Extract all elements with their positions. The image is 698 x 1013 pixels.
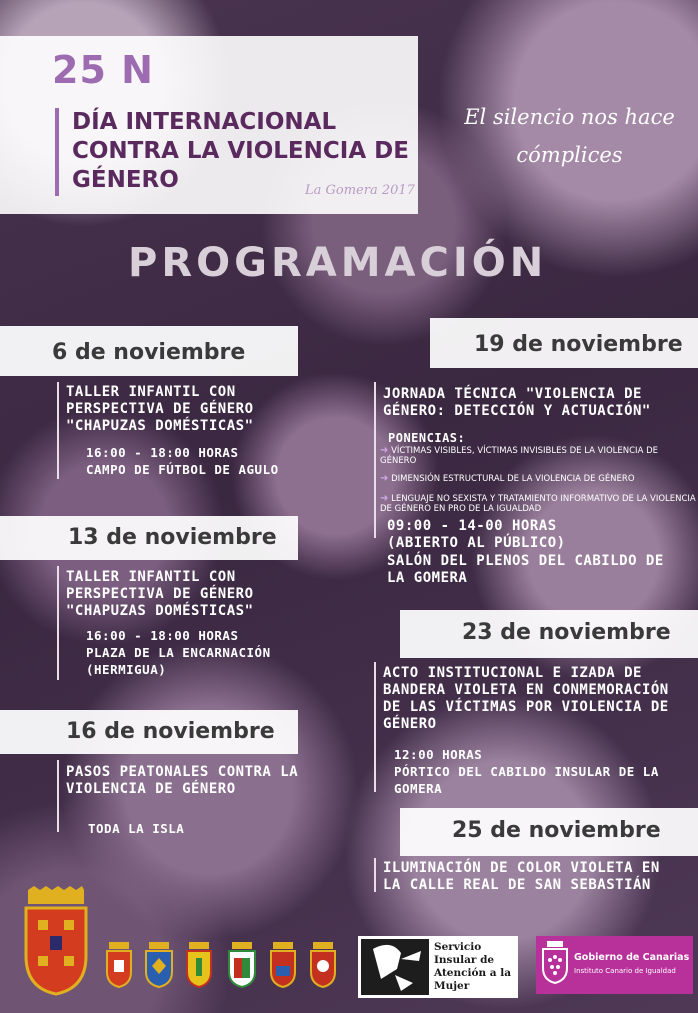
event-place: CAMPO DE FÚTBOL DE AGULO [86,462,279,477]
programacion-heading: PROGRAMACIÓN [128,240,548,286]
municipality-shield-icon [226,940,258,988]
event-time: 12:00 HORAS [394,747,483,762]
ponencia-item [380,446,696,466]
sia-text: Servicio Insular de Atención a la Mujer [434,941,512,992]
event-line [57,382,59,479]
event-date: 23 de noviembre [462,620,671,645]
ponencia-item [380,494,696,514]
canarias-shield-icon [540,940,570,984]
event-line [374,858,376,892]
event-title: PASOS PEATONALES CONTRA LA VIOLENCIA DE GÉNERO [66,764,299,797]
ponencia-text: LENGUAJE NO SEXISTA Y TRATAMIENTO INFORMATIVO DE LA VIOLENCIA DE GÉNERO EN PRO DE LA IGUALDAD [380,494,696,514]
event-line [57,760,59,832]
gobierno-canarias-logo [536,936,693,994]
event-date: 13 de noviembre [68,525,277,550]
municipality-shield-icon [143,940,175,988]
event-date: 25 de noviembre [452,818,661,843]
slogan: El silencio nos hace cómplices [464,105,675,167]
date-big: 25 N [52,48,154,92]
event-line [57,566,59,680]
arrow-icon: ➜ [380,473,389,484]
municipality-shield-icon [308,940,338,988]
event-line [374,662,376,792]
event-time: 09:00 - 14-00 HORAS (ABIERTO AL PÚBLICO) [387,518,566,551]
ponencia-item [380,474,696,484]
event-title: TALLER INFANTIL CON PERSPECTIVA DE GÉNERO "CHAPUZAS DOMÉSTICAS" [66,384,254,434]
event-date: 16 de noviembre [66,719,275,744]
signature: La Gomera 2017 [305,183,415,198]
ponencia-text: DIMENSIÓN ESTRUCTURAL DE LA VIOLENCIA DE GÉNERO [391,474,635,484]
gobierno-name: Gobierno de Canarias [574,952,690,963]
municipality-shield-icon [268,940,298,988]
event-title: ILUMINACIÓN DE COLOR VIOLETA EN LA CALLE REAL DE SAN SEBASTIÁN [383,860,660,893]
event-place: TODA LA ISLA [88,821,185,836]
ponencia-text: VÍCTIMAS VISIBLES, VÍCTIMAS INVISIBLES DE LA VIOLENCIA DE GÉNERO [380,446,658,466]
woman-silhouette-icon [361,939,429,995]
event-place: PÓRTICO DEL CABILDO INSULAR DE LA GOMERA [394,764,659,796]
cabildo-crest-icon [20,886,92,996]
event-place: SALÓN DEL PLENOS DEL CABILDO DE LA GOMERA [387,553,664,586]
municipality-shield-icon [104,940,134,988]
ponencias-label: PONENCIAS: [388,431,466,445]
event-date: 6 de noviembre [52,340,246,365]
gobierno-subtitle: Instituto Canario de Igualdad [574,967,676,975]
event-line [374,382,376,538]
event-title: TALLER INFANTIL CON PERSPECTIVA DE GÉNERO "CHAPUZAS DOMÉSTICAS" [66,569,254,619]
event-title: JORNADA TÉCNICA "VIOLENCIA DE GÉNERO: DETECCIÓN Y ACTUACIÓN" [383,386,651,419]
page-title: DÍA INTERNACIONAL CONTRA LA VIOLENCIA DE GÉNERO [72,109,409,193]
event-title: ACTO INSTITUCIONAL E IZADA DE BANDERA VIOLETA EN CONMEMORACIÓN DE LAS VÍCTIMAS POR VIOLENCIA DE GÉNERO [383,665,669,732]
sia-logo [358,936,518,998]
event-time: 16:00 - 18:00 HORAS [86,445,239,460]
event-place: PLAZA DE LA ENCARNACIÓN (HERMIGUA) [86,645,271,677]
event-time: 16:00 - 18:00 HORAS [86,628,239,643]
event-date: 19 de noviembre [474,332,683,357]
arrow-icon: ➜ [380,445,389,456]
arrow-icon: ➜ [380,493,389,504]
title-bar [55,108,59,196]
municipality-shield-icon [184,940,214,988]
